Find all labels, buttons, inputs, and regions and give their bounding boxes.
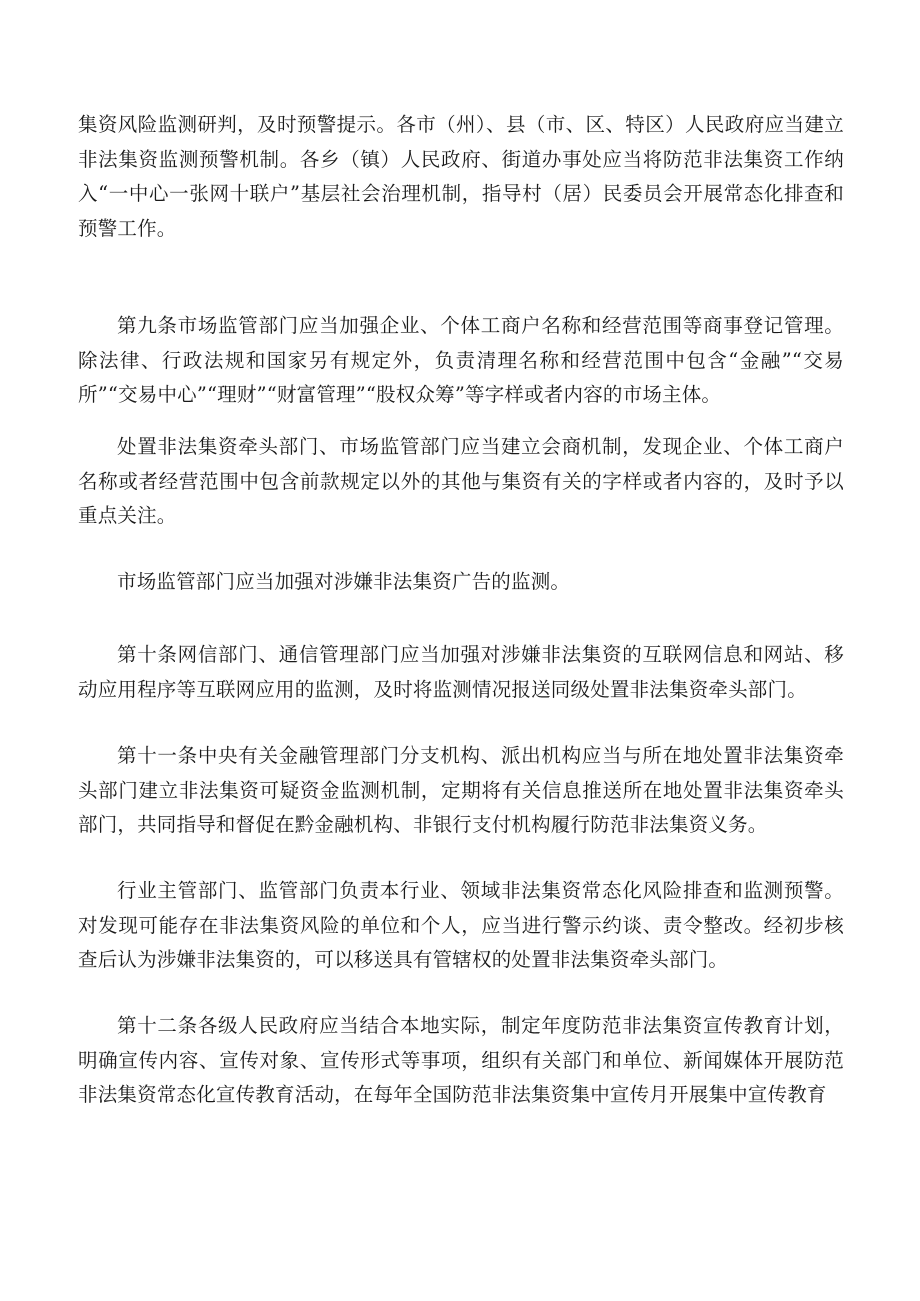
paragraph-article-9: 第九条市场监管部门应当加强企业、个体工商户名称和经营范围等商事登记管理。除法律、行政法规和国家另有规定外，负责清理名称和经营范围中包含“金融”“交易所”“交易中心”“理财”“财富管理”“股权众筹”等字样或者内容的市场主体。 [78,314,844,407]
paragraph-article-10: 第十条网信部门、通信管理部门应当加强对涉嫌非法集资的互联网信息和网站、移动应用程序等互联网应用的监测，及时将监测情况报送同级处置非法集资牵头部门。 [78,643,844,701]
paragraph-article-11: 第十一条中央有关金融管理部门分支机构、派出机构应当与所在地处置非法集资牵头部门建立非法集资可疑资金监测机制，定期将有关信息推送所在地处置非法集资牵头部门，共同指导和督促在黔金融机构、非银行支付机构履行防范非法集资义务。 [78,744,844,837]
paragraph-article-11-clause-2: 行业主管部门、监管部门负责本行业、领域非法集资常态化风险排查和监测预警。对发现可能存在非法集资风险的单位和个人，应当进行警示约谈、责令整改。经初步核查后认为涉嫌非法集资的，可以移送具有管辖权的处置非法集资牵头部门。 [78,879,844,972]
paragraph-continuation-monitoring: 集资风险监测研判，及时预警提示。各市（州）、县（市、区、特区）人民政府应当建立非法集资监测预警机制。各乡（镇）人民政府、街道办事处应当将防范非法集资工作纳入“一中心一张网十联户”基层社会治理机制，指导村（居）民委员会开展常态化排查和预警工作。 [78,113,844,241]
paragraph-article-9-clause-3: 市场监管部门应当加强对涉嫌非法集资广告的监测。 [117,570,571,593]
paragraph-article-12: 第十二条各级人民政府应当结合本地实际，制定年度防范非法集资宣传教育计划，明确宣传内容、宣传对象、宣传形式等事项，组织有关部门和单位、新闻媒体开展防范非法集资常态化宣传教育活动，在每年全国防范非法集资集中宣传月开展集中宣传教育 [78,1014,844,1107]
paragraph-article-9-clause-2: 处置非法集资牵头部门、市场监管部门应当建立会商机制，发现企业、个体工商户名称或者经营范围中包含前款规定以外的其他与集资有关的字样或者内容的，及时予以重点关注。 [78,435,844,528]
